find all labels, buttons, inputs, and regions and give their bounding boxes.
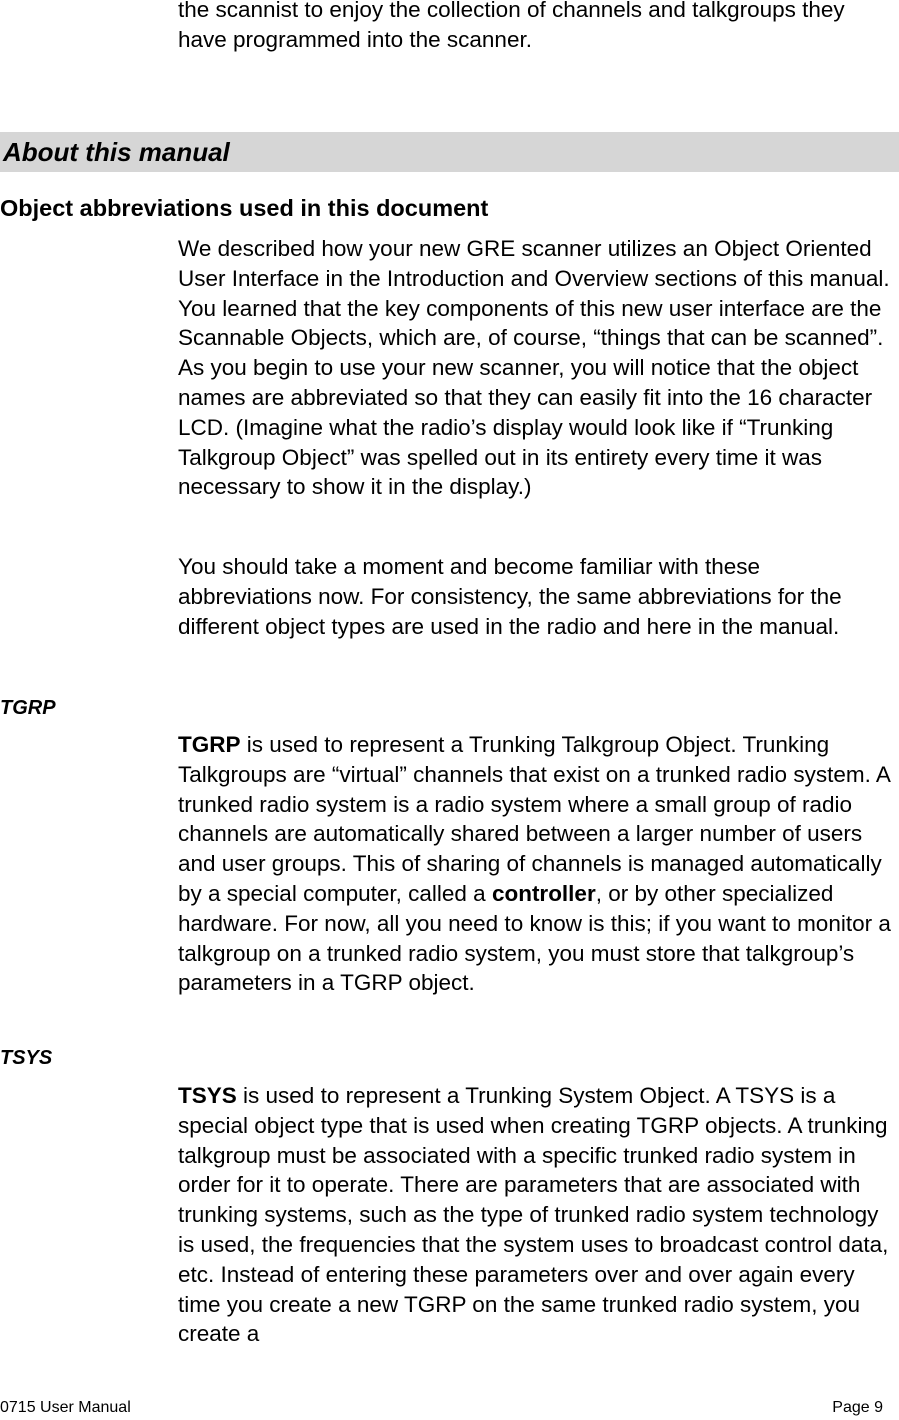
footer-page-number: Page 9 [832, 1399, 883, 1416]
abbreviations-paragraph-1: We described how your new GRE scanner utilizes an Object Oriented User Interface in the Introduction and Overview sections of this manual. You learned that the key components of this new user interface are the Scannable Objects, which are, of course, “things that can be scanned”. As you begin to use your new scanner, you will notice that the object names are abbreviated so that they can easily fit into the 16 character LCD. (Imagine what the radio’s display would look like if “Trunking Talkgroup Object” was spelled out in its entirety every time it was necessary to show it in the display.) [178, 236, 890, 500]
tgrp-text-a: is used to represent a Trunking Talkgroup Object. Trunking Talkgroups are “virtual” channels that exist on a trunked radio system. A trunked radio system is a radio system where a small group of radio channels are automatically shared between a larger number of users and user groups. This of sharing of channels is managed automatically by a special computer, called a [178, 732, 890, 906]
tsys-paragraph [178, 1081, 899, 1349]
tgrp-term: TGRP [178, 732, 241, 757]
intro-paragraph: the scannist to enjoy the collection of channels and talkgroups they have programmed into the scanner. [178, 0, 845, 52]
tsys-term: TSYS [178, 1083, 237, 1108]
abbreviations-paragraph-2: You should take a moment and become familiar with these abbreviations now. For consistency, the same abbreviations for the different object types are used in the radio and here in the manual. [178, 554, 842, 639]
tsys-label: TSYS [0, 1047, 53, 1069]
tgrp-text-b: , or by other specialized hardware. For now, all you need to know is this; if you want to monitor a talkgroup on a trunked radio system, you must store that talkgroup’s parameters in a TGRP object. [178, 880, 891, 996]
section-title: About this manual [3, 137, 230, 167]
tgrp-paragraph [178, 730, 899, 998]
section-header-bar [0, 132, 899, 172]
subsection-heading: Object abbreviations used in this document [0, 195, 489, 221]
controller-term: controller [491, 880, 596, 906]
tgrp-label: TGRP [0, 697, 56, 719]
tsys-text: is used to represent a Trunking System Object. A TSYS is a special object type that is used when creating TGRP objects. A trunking talkgroup must be associated with a specific trunked radio system in order for it to operate. There are parameters that are associated with trunking systems, such as the type of trunked radio system technology is used, the frequencies that the system uses to broadcast control data, etc. Instead of entering these parameters over and over again every time you create a new TGRP on the same trunked radio system, you create a [178, 1083, 889, 1347]
footer-manual-name: 0715 User Manual [0, 1399, 131, 1416]
